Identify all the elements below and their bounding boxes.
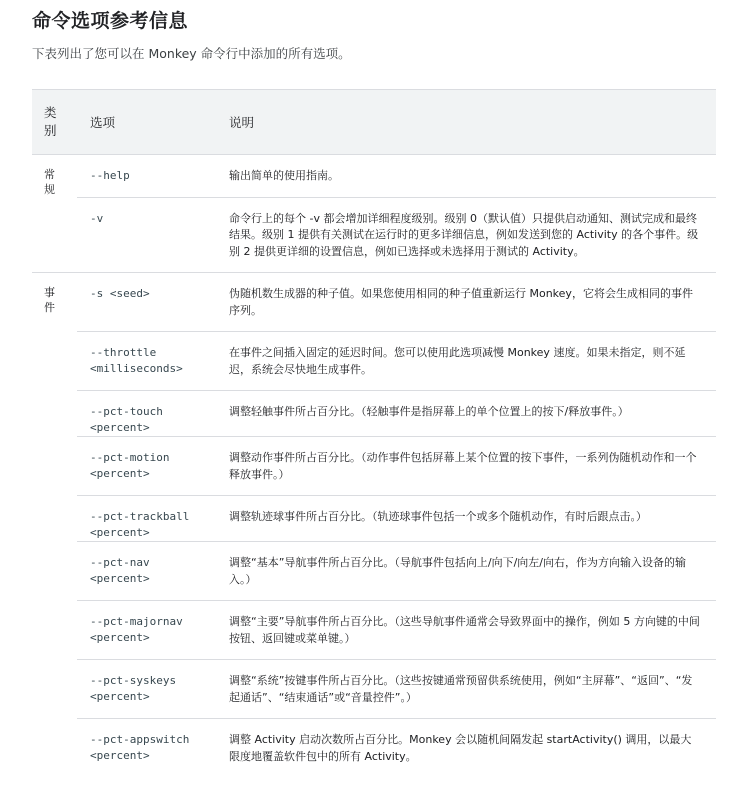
description-cell: 调整动作事件所占百分比。（动作事件包括屏幕上某个位置的按下事件，一系列伪随机动作和一个释放事件。）: [229, 437, 716, 496]
description-cell: 调整“基本”导航事件所占百分比。（导航事件包括向上/向下/向左/向右，作为方向输入设备的输入。）: [229, 542, 716, 601]
option-cell: --pct-majornav <percent>: [77, 601, 229, 660]
option-cell: --help: [77, 155, 229, 198]
table-row: [32, 542, 716, 601]
table-row: [32, 601, 716, 660]
option-cell: -v: [77, 197, 229, 273]
intro-text: 下表列出了您可以在 Monkey 命令行中添加的所有选项。: [32, 46, 351, 61]
header-option: 选项: [77, 90, 229, 155]
table-row: [32, 273, 716, 332]
option-cell: --pct-appswitch <percent>: [90, 733, 190, 762]
description-cell: 命令行上的每个 -v 都会增加详细程度级别。级别 0（默认值）只提供启动通知、测试完成和最终结果。级别 1 提供有关测试在运行时的更多详细信息，例如发送到您的 Activity 的各个事件。级别 2 提供更详细的设置信息，例如已选择或未选择用于测试的 Activity。: [229, 197, 716, 273]
option-cell: --pct-nav <percent>: [77, 542, 229, 601]
description-cell: 调整 Activity 启动次数所占百分比。Monkey 会以随机间隔发起 startActivity() 调用，以最大限度地覆盖软件包中的所有 Activity。: [229, 733, 692, 763]
category-cell: 常 规: [32, 155, 77, 273]
table-row: [32, 332, 716, 391]
category-cell: 事 件: [44, 286, 55, 314]
option-cell: --pct-touch <percent>: [77, 391, 229, 437]
header-category-label: 类 别: [44, 105, 57, 138]
table-row: [32, 660, 716, 719]
description-cell: 伪随机数生成器的种子值。如果您使用相同的种子值重新运行 Monkey，它将会生成相同的事件序列。: [229, 273, 716, 332]
table-row: [32, 197, 716, 273]
header-description: 说明: [229, 90, 716, 155]
table-row: [32, 719, 716, 778]
header-category: [32, 90, 77, 155]
description-cell: 输出简单的使用指南。: [229, 155, 716, 198]
option-cell: --pct-trackball <percent>: [77, 496, 229, 542]
option-cell: --throttle <milliseconds>: [77, 332, 229, 391]
table-row: [32, 496, 716, 542]
table-row: [32, 155, 716, 198]
table-body: [32, 155, 716, 778]
table-row: [32, 437, 716, 496]
description-cell: 在事件之间插入固定的延迟时间。您可以使用此选项减慢 Monkey 速度。如果未指定，则不延迟，系统会尽快地生成事件。: [229, 332, 716, 391]
description-cell: 调整“主要”导航事件所占百分比。（这些导航事件通常会导致界面中的操作，例如 5 方向键的中间按钮、返回键或菜单键。）: [229, 601, 716, 660]
description-cell: 调整“系统”按键事件所占百分比。（这些按键通常预留供系统使用，例如“主屏幕”、“返回”、“发起通话”、“结束通话”或“音量控件”。）: [229, 660, 716, 719]
page-title: 命令选项参考信息: [32, 10, 189, 32]
table-header-row: [32, 90, 716, 155]
option-cell: --pct-motion <percent>: [77, 437, 229, 496]
description-cell: 调整轨迹球事件所占百分比。（轨迹球事件包括一个或多个随机动作，有时后跟点击。）: [229, 496, 716, 542]
options-table: [32, 89, 716, 777]
description-cell: 调整轻触事件所占百分比。（轻触事件是指屏幕上的单个位置上的按下/释放事件。）: [229, 391, 716, 437]
option-cell: -s <seed>: [77, 273, 229, 332]
table-row: [32, 391, 716, 437]
option-cell: --pct-syskeys <percent>: [77, 660, 229, 719]
